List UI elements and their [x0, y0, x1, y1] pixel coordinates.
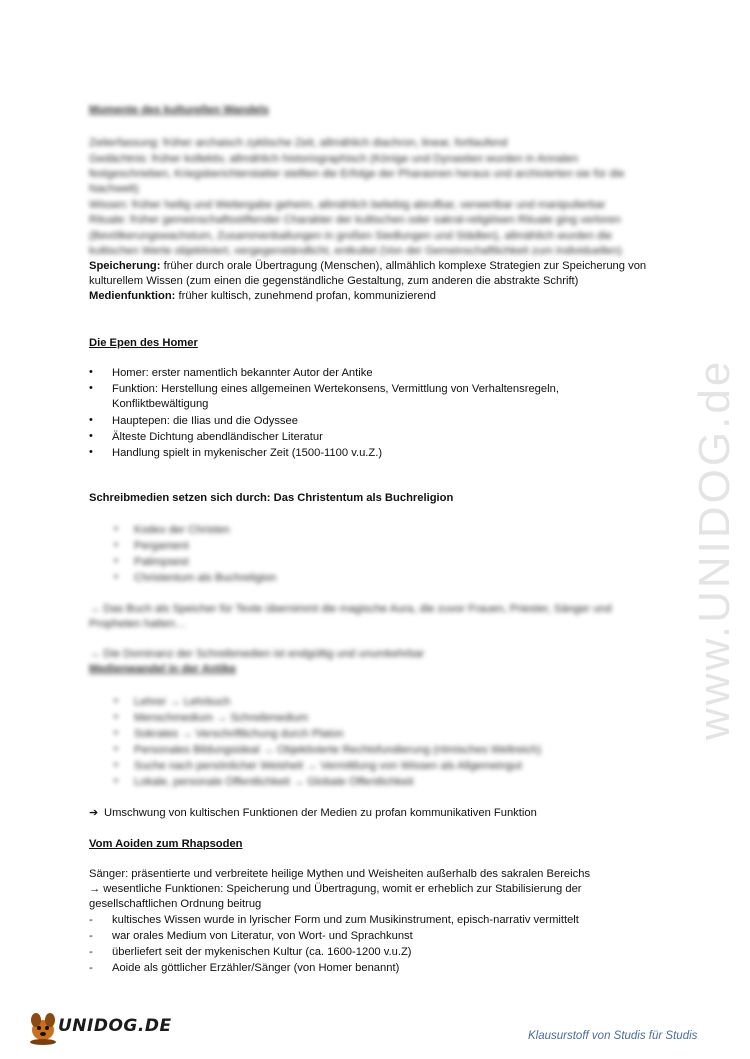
logo-text: UNIDOG.DE [58, 1016, 172, 1036]
bullet-icon: • [114, 571, 118, 583]
bullet-icon: • [114, 727, 118, 739]
para-line: Rituale: früher gemeinschaftsstiftender Charakter der kultischen oder sakral-religiösen Rituale ging verloren [89, 214, 621, 226]
para-line: Propheten hatten… [89, 618, 187, 630]
dash-icon: - [89, 962, 93, 974]
list-item: Lehrer → Lehrbuch [134, 696, 231, 708]
list-item: Personales Bildungsideal → Objektivierte Rechtsfundierung (römisches Weltreich) [134, 744, 542, 756]
section-title-homer: Die Epen des Homer [89, 337, 198, 349]
list-item: Älteste Dichtung abendländischer Literatur [112, 431, 323, 443]
dash-item: überliefert seit der mykenischen Kultur (ca. 1600-1200 v.u.Z) [112, 946, 412, 958]
dash-item: war orales Medium von Literatur, von Wort- und Sprachkunst [112, 930, 413, 942]
arrow-icon: ➔ [89, 807, 99, 819]
list-item: Homer: erster namentlich bekannter Autor der Antike [112, 367, 373, 379]
para-line: Wissen: früher heilig und Weitergabe geheim, allmählich beliebig abrufbar, verwertbar und manipulierbar [89, 199, 606, 211]
bullet-icon: • [114, 555, 118, 567]
dash-icon: - [89, 914, 93, 926]
footer-tagline: Klausurstoff von Studis für Studis [528, 1030, 698, 1042]
storage-line-2: kulturellem Wissen (zum einen die gegenständliche Gestaltung, zum anderen die abstrakte Schrift) [89, 275, 579, 287]
watermark: www.UNIDOG.de [690, 358, 739, 740]
list-item: Funktion: Herstellung eines allgemeinen Wertekonsens, Vermittlung von Verhaltensregeln, [112, 383, 559, 395]
list-item: Christentum als Buchreligion [134, 572, 277, 584]
para-line: Gedächtnis: früher kollektiv, allmählich historiographisch (Könige und Dynastien wurden in Annalen [89, 153, 579, 165]
list-item: Sokrates → Verschriftlichung durch Platon [134, 728, 344, 740]
storage-text: früher durch orale Übertragung (Menschen), allmählich komplexe Strategien zur Speicherung von [160, 260, 647, 272]
bullet-icon: • [89, 446, 93, 458]
media-text: früher kultisch, zunehmend profan, kommunizierend [175, 290, 436, 302]
list-item: Hauptepen: die Ilias und die Odyssee [112, 415, 298, 427]
media-label: Medienfunktion: [89, 290, 176, 302]
dash-item: kultisches Wissen wurde in lyrischer Form und zum Musikinstrument, episch-narrativ vermittelt [112, 914, 579, 926]
para-line: Nachwelt) [89, 183, 139, 195]
list-item: Pergament [134, 540, 189, 552]
bullet-icon: • [114, 695, 118, 707]
storage-line [89, 259, 646, 274]
para-line: Sänger: präsentierte und verbreitete heilige Mythen und Weisheiten außerhalb des sakralen Bereichs [89, 868, 591, 880]
para-line: → wesentliche Funktionen: Speicherung und Übertragung, womit er erheblich zur Stabilisierung der [89, 883, 582, 895]
bullet-icon: • [89, 382, 93, 394]
dash-icon: - [89, 946, 93, 958]
bullet-icon: • [89, 366, 93, 378]
para-line: gesellschaftlichen Ordnung beitrug [89, 898, 262, 910]
list-item: Kodex der Christen [134, 524, 230, 536]
list-item: Menschmedium → Schreibmedium [134, 712, 309, 724]
list-item: Palimpsest [134, 556, 189, 568]
para-line: (Bevölkerungswachstum, Zusammenballungen in großen Siedlungen und Städten), allmählich wurden die [89, 230, 613, 242]
para-line: Zeiterfassung: früher archaisch zyklische Zeit, allmählich diachron, linear, fortlaufend [89, 137, 508, 149]
bullet-icon: • [114, 759, 118, 771]
subtitle-medienwandel: Medienwandel in der Antike [89, 663, 236, 675]
conclusion-line: Umschwung von kultischen Funktionen der Medien zu profan kommunikativen Funktion [104, 807, 537, 819]
para-line: → Das Buch als Speicher für Texte übernimmt die magische Aura, die zuvor Frauen, Priester, Sänger und [89, 603, 612, 615]
list-item: Suche nach persönlicher Weisheit → Vermittlung von Wissen als Allgemeingut [134, 760, 522, 772]
para-line: festgeschrieben, Kriegsberichterstatter stellten die Erfolge der Pharaonen heraus und archivierten sie für die [89, 168, 625, 180]
bullet-icon: • [114, 523, 118, 535]
section-title-aoiden: Vom Aoiden zum Rhapsoden [89, 838, 243, 850]
bullet-icon: • [114, 775, 118, 787]
dash-item: Aoide als göttlicher Erzähler/Sänger (von Homer benannt) [112, 962, 400, 974]
list-item: Handlung spielt in mykenischer Zeit (1500-1100 v.u.Z.) [112, 447, 383, 459]
section-title-schreibmedien: Schreibmedien setzen sich durch: Das Christentum als Buchreligion [89, 492, 454, 504]
dash-icon: - [89, 930, 93, 942]
bullet-icon: • [114, 539, 118, 551]
bullet-icon: • [114, 711, 118, 723]
bullet-icon: • [89, 414, 93, 426]
list-item: Lokale, personale Öffentlichkeit → Globale Öffentlichkeit [134, 776, 414, 788]
bullet-icon: • [114, 743, 118, 755]
para-line: kultischen Werte objektiviert, vergegenständlicht, entkultet (Von der Gemeinschaftlichkeit zum Individuellen) [89, 245, 622, 257]
bullet-icon: • [89, 430, 93, 442]
media-function-line [89, 289, 436, 304]
storage-label: Speicherung: [89, 260, 161, 272]
list-item-continuation: Konfliktbewältigung [112, 398, 209, 410]
section-title-kultureller-wandel: Momente des kulturellen Wandels [89, 104, 269, 116]
para-line: → Die Dominanz der Schreibmedien ist endgültig und unumkehrbar [89, 648, 425, 660]
